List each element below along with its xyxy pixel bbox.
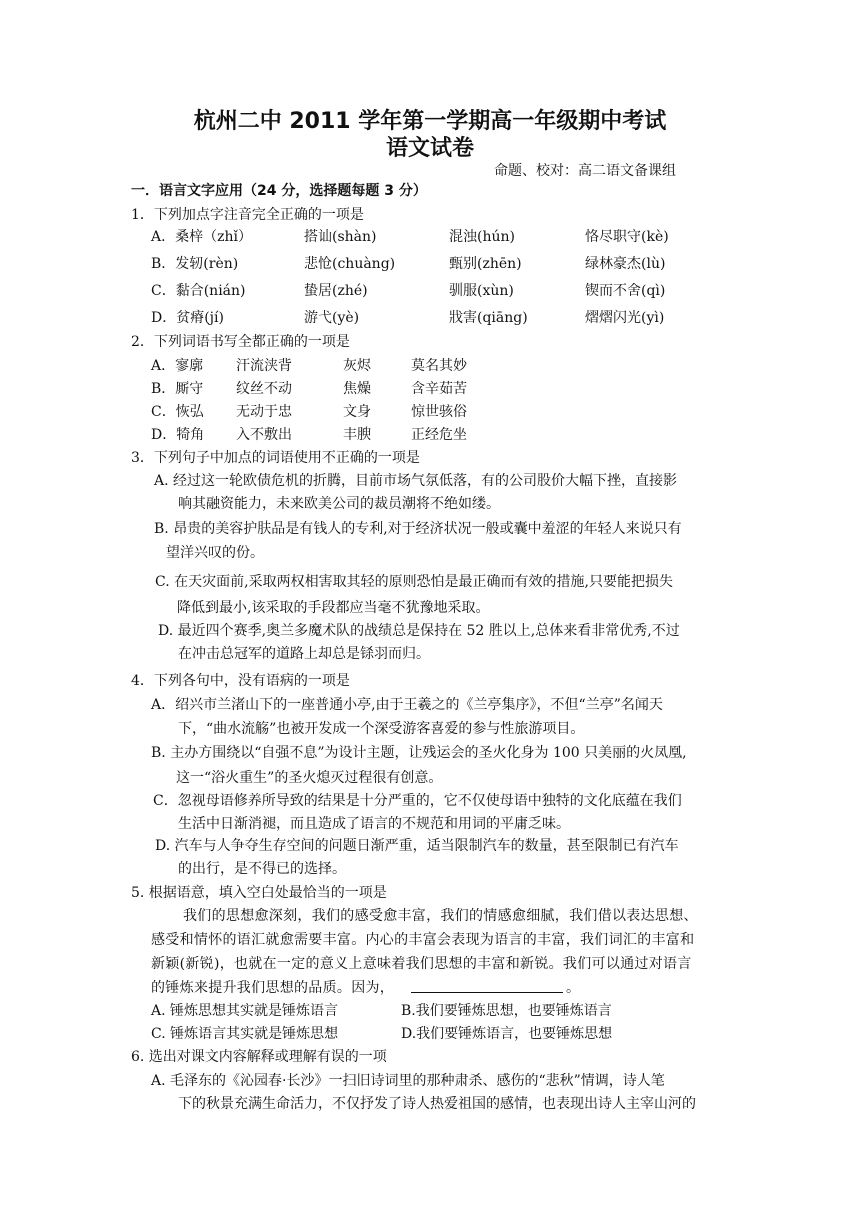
q2-option-a-word2: 汗流浃背 [236, 358, 292, 374]
q5-option-b: B.我们要锤炼思想，也要锤炼语言 [401, 1003, 612, 1019]
q4-option-c-line1: C．忽视母语修养所导致的结果是十分严重的，它不仅使母语中独特的文化底蕴在我们 [153, 793, 682, 809]
q3-option-d-line2: 在冲击总冠军的道路上却总是铩羽而归。 [178, 646, 430, 662]
q5-option-c: C. 锤炼语言其实就是锤炼思想 [151, 1026, 339, 1042]
question-4-stem: 4．下列各句中，没有语病的一项是 [131, 673, 350, 689]
q4-option-b-line2: 这一“浴火重生”的圣火熄灭过程很有创意。 [176, 770, 443, 786]
q1-option-d-word3: 戕害(qiāng) [449, 310, 528, 326]
question-3-stem: 3．下列句子中加点的词语使用不正确的一项是 [131, 450, 420, 466]
q5-passage-line4: 的锤炼来提升我们思想的品质。因为， [151, 980, 395, 996]
q2-option-b-word3: 焦燥 [343, 381, 371, 397]
q5-passage-line3: 新颖(新锐)，也就在一定的意义上意味着我们思想的丰富和新锐。我们可以通过对语言 [151, 956, 692, 972]
q3-option-a-line2: 响其融资能力，未来欧美公司的裁员潮将不绝如缕。 [178, 496, 500, 512]
q3-option-b-line2: 望洋兴叹的份。 [166, 545, 264, 561]
q1-option-d: D．贫瘠(jí) [151, 310, 224, 326]
q5-answer-blank [411, 992, 563, 993]
q2-option-a: A．寥廓 [151, 358, 204, 374]
q4-option-d-line2: 的出行，是不得已的选择。 [178, 861, 346, 877]
q1-option-a-word4: 恪尽职守(kè) [585, 229, 669, 245]
exam-credit: 命题、校对：高二语文备课组 [494, 163, 676, 179]
q1-option-c-word3: 驯服(xùn) [449, 283, 514, 299]
q5-passage-line1: 我们的思想愈深刻，我们的感受愈丰富，我们的情感愈细腻，我们借以表达思想、 [183, 908, 698, 924]
q4-option-c-line2: 生活中日渐消褪，而且造成了语言的不规范和用词的平庸乏味。 [178, 816, 570, 832]
question-6-stem: 6. 选出对课文内容解释或理解有误的一项 [131, 1049, 387, 1065]
q1-option-b-word3: 甄别(zhēn) [449, 256, 522, 272]
q2-option-b: B．厮守 [151, 381, 204, 397]
q1-option-c-word4: 锲而不舍(qì) [585, 283, 666, 299]
q5-passage-end: 。 [566, 980, 581, 996]
q1-option-b: B．发轫(rèn) [151, 256, 239, 272]
q2-option-a-word4: 莫名其妙 [411, 358, 467, 374]
q4-option-a-line2: 下，“曲水流觞”也被开发成一个深受游客喜爱的参与性旅游项目。 [178, 721, 585, 737]
question-5-stem: 5. 根据语意，填入空白处最恰当的一项是 [131, 885, 387, 901]
q1-option-c-word2: 蛰居(zhé) [304, 283, 368, 299]
q2-option-d: D．犄角 [151, 427, 205, 443]
q5-option-d: D.我们要锤炼语言，也要锤炼思想 [401, 1026, 613, 1042]
q1-option-b-word2: 悲怆(chuàng) [304, 256, 396, 272]
q2-option-d-word4: 正经危坐 [411, 427, 467, 443]
q4-option-b-line1: B. 主办方围绕以“自强不息”为设计主题，让残运会的圣火化身为 100 只美丽的火凤凰, [151, 745, 687, 761]
q4-option-d-line1: D. 汽车与人争夺生存空间的问题日渐严重，适当限制汽车的数量，甚至限制已有汽车 [155, 838, 679, 854]
q3-option-c-line1: C. 在天灾面前,采取两权相害取其轻的原则恐怕是最正确而有效的措施,只要能把损失 [155, 574, 674, 590]
q2-option-d-word3: 丰腴 [343, 427, 371, 443]
q2-option-c-word2: 无动于忠 [236, 404, 292, 420]
q1-option-c: C．黏合(nián) [151, 283, 246, 299]
q1-option-b-word4: 绿林豪杰(lù) [585, 256, 666, 272]
q1-option-d-word2: 游弋(yè) [304, 310, 360, 326]
q1-option-d-word4: 熠熠闪光(yì) [585, 310, 665, 326]
q2-option-b-word4: 含辛茹苦 [411, 381, 467, 397]
q2-option-d-word2: 入不敷出 [236, 427, 292, 443]
q1-option-a-word2: 搭讪(shàn) [304, 229, 377, 245]
question-1-stem: 1．下列加点字注音完全正确的一项是 [131, 207, 364, 223]
q1-option-a: A．桑梓（zhǐ） [151, 229, 252, 245]
q3-option-a-line1: A. 经过这一轮欧债危机的折腾，目前市场气氛低落，有的公司股价大幅下挫，直接影 [154, 473, 678, 489]
q6-option-a-line2: 下的秋景充满生命活力，不仅抒发了诗人热爱祖国的感情，也表现出诗人主宰山河的 [178, 1096, 696, 1112]
q3-option-b-line1: B. 昂贵的美容护肤品是有钱人的专利,对于经济状况一般或囊中羞涩的年轻人来说只有 [154, 521, 682, 537]
q3-option-d-line1: D. 最近四个赛季,奥兰多魔术队的战绩总是保持在 52 胜以上,总体来看非常优秀,不过 [158, 623, 680, 639]
q5-passage-line2: 感受和情怀的语汇就愈需要丰富。内心的丰富会表现为语言的丰富，我们词汇的丰富和 [151, 932, 695, 948]
q2-option-b-word2: 纹丝不动 [236, 381, 292, 397]
q2-option-c-word3: 文身 [343, 404, 371, 420]
q2-option-a-word3: 灰烬 [343, 358, 371, 374]
section-heading: 一．语言文字应用（24 分，选择题每题 3 分） [131, 183, 427, 199]
q6-option-a-line1: A. 毛泽东的《沁园春·长沙》一扫旧诗词里的那种肃杀、感伤的“悲秋”情调，诗人笔 [151, 1073, 665, 1089]
q3-option-c-line2: 降低到最小,该采取的手段都应当毫不犹豫地采取。 [177, 600, 490, 616]
q1-option-a-word3: 混浊(hún) [449, 229, 515, 245]
question-2-stem: 2．下列词语书写全都正确的一项是 [131, 334, 350, 350]
exam-title-line1: 杭州二中 2011 学年第一学期高一年级期中考试 [193, 109, 667, 134]
q4-option-a-line1: A．绍兴市兰渚山下的一座普通小亭,由于王羲之的《兰亭集序》，不但“兰亭”名闻天 [151, 697, 663, 713]
exam-title-line2: 语文试卷 [385, 136, 474, 161]
q5-option-a: A. 锤炼思想其实就是锤炼语言 [151, 1003, 339, 1019]
q2-option-c-word4: 惊世骇俗 [411, 404, 467, 420]
q2-option-c: C．恢弘 [151, 404, 204, 420]
